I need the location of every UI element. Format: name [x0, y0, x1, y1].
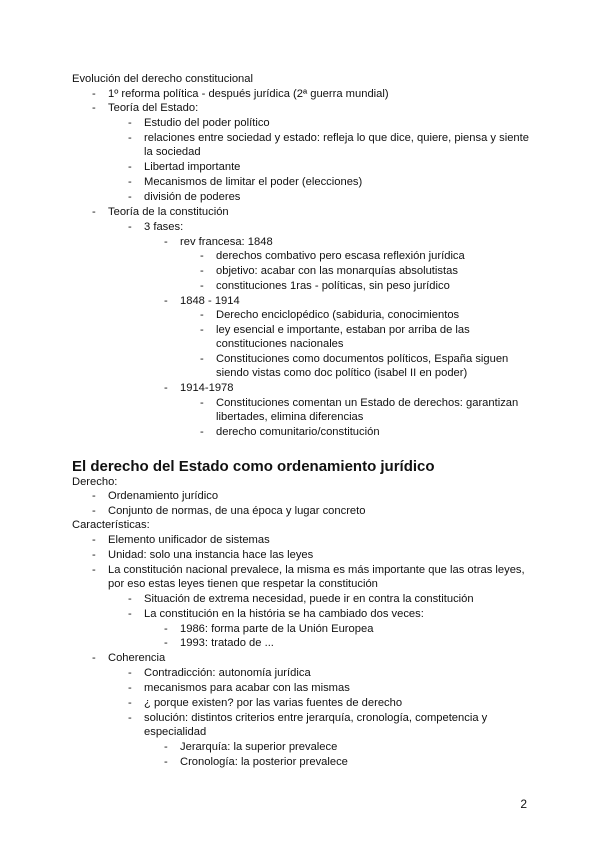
subsection-label: Derecho:: [72, 476, 118, 488]
bullet-dash: -: [92, 549, 96, 561]
list-item: Mecanismos de limitar el poder (elecciones): [144, 176, 363, 188]
list-item: Constituciones como documentos políticos, España siguen: [216, 353, 509, 365]
list-item-continuation: libertades, elimina diferencias: [216, 411, 364, 423]
list-item: Constituciones comentan un Estado de derechos: garantizan: [216, 397, 519, 409]
list-item: Conjunto de normas, de una época y lugar concreto: [108, 505, 366, 517]
bullet-dash: -: [164, 236, 168, 248]
bullet-dash: -: [128, 697, 132, 709]
list-item: Teoría de la constitución: [108, 206, 229, 218]
bullet-dash: -: [164, 623, 168, 635]
list-item: rev francesa: 1848: [180, 236, 273, 248]
list-item: 1993: tratado de ...: [180, 637, 274, 649]
list-item: constituciones 1ras - políticas, sin peso jurídico: [216, 280, 450, 292]
list-item: 3 fases:: [144, 221, 184, 233]
list-item: Derecho enciclopédico (sabiduria, conocimientos: [216, 309, 460, 321]
list-item: Ordenamiento jurídico: [108, 490, 219, 502]
list-item: La constitución en la história se ha cambiado dos veces:: [144, 608, 424, 620]
list-item: Teoría del Estado:: [108, 102, 199, 114]
bullet-dash: -: [128, 191, 132, 203]
list-item: Libertad importante: [144, 161, 241, 173]
list-item: división de poderes: [144, 191, 241, 203]
list-item: objetivo: acabar con las monarquías absolutistas: [216, 265, 458, 277]
bullet-dash: -: [200, 280, 204, 292]
list-item: 1848 - 1914: [180, 295, 240, 307]
bullet-dash: -: [92, 102, 96, 114]
list-item: solución: distintos criterios entre jerarquía, cronología, competencia y: [144, 712, 488, 724]
list-item: derecho comunitario/constitución: [216, 426, 380, 438]
bullet-dash: -: [200, 397, 204, 409]
bullet-dash: -: [128, 608, 132, 620]
list-item: Coherencia: [108, 652, 166, 664]
bullet-dash: -: [128, 667, 132, 679]
list-item: Situación de extrema necesidad, puede ir en contra la constitución: [144, 593, 474, 605]
list-item: mecanismos para acabar con las mismas: [144, 682, 350, 694]
bullet-dash: -: [164, 756, 168, 768]
list-item-continuation: siendo vistas como doc político (isabel II en poder): [216, 367, 468, 379]
bullet-dash: -: [128, 712, 132, 724]
section-heading: El derecho del Estado como ordenamiento jurídico: [72, 458, 435, 475]
bullet-dash: -: [128, 117, 132, 129]
bullet-dash: -: [128, 593, 132, 605]
bullet-dash: -: [92, 206, 96, 218]
list-item: 1º reforma política - después jurídica (2ª guerra mundial): [108, 88, 389, 100]
bullet-dash: -: [200, 426, 204, 438]
list-item: Elemento unificador de sistemas: [108, 534, 270, 546]
list-item: Jerarquía: la superior prevalece: [180, 741, 338, 753]
list-item: ¿ porque existen? por las varias fuentes de derecho: [144, 697, 403, 709]
list-item-continuation: constituciones nacionales: [216, 338, 344, 350]
list-item: Contradicción: autonomía jurídica: [144, 667, 311, 679]
bullet-dash: -: [164, 382, 168, 394]
section-title: Evolución del derecho constitucional: [72, 73, 253, 85]
bullet-dash: -: [128, 682, 132, 694]
list-item: 1914-1978: [180, 382, 234, 394]
subsection-label: Características:: [72, 519, 150, 531]
list-item: Estudio del poder político: [144, 117, 270, 129]
bullet-dash: -: [92, 564, 96, 576]
list-item: Unidad: solo una instancia hace las leyes: [108, 549, 314, 561]
list-item: La constitución nacional prevalece, la misma es más importante que las otras leyes,: [108, 564, 525, 576]
list-item: 1986: forma parte de la Unión Europea: [180, 623, 374, 635]
bullet-dash: -: [164, 295, 168, 307]
bullet-dash: -: [200, 324, 204, 336]
bullet-dash: -: [200, 265, 204, 277]
list-item-continuation: por eso estas leyes tienen que respetar la constitución: [108, 578, 378, 590]
bullet-dash: -: [200, 250, 204, 262]
page-number: 2: [520, 797, 527, 811]
list-item: Cronología: la posterior prevalece: [180, 756, 348, 768]
bullet-dash: -: [200, 309, 204, 321]
bullet-dash: -: [92, 505, 96, 517]
bullet-dash: -: [92, 490, 96, 502]
list-item: relaciones entre sociedad y estado: refleja lo que dice, quiere, piensa y siente: [144, 132, 529, 144]
bullet-dash: -: [164, 741, 168, 753]
bullet-dash: -: [92, 88, 96, 100]
bullet-dash: -: [128, 176, 132, 188]
bullet-dash: -: [92, 652, 96, 664]
bullet-dash: -: [128, 221, 132, 233]
bullet-dash: -: [128, 161, 132, 173]
list-item-continuation: la sociedad: [144, 146, 201, 158]
bullet-dash: -: [128, 132, 132, 144]
bullet-dash: -: [92, 534, 96, 546]
list-item: derechos combativo pero escasa reflexión jurídica: [216, 250, 465, 262]
list-item-continuation: especialidad: [144, 726, 207, 738]
bullet-dash: -: [164, 637, 168, 649]
bullet-dash: -: [200, 353, 204, 365]
list-item: ley esencial e importante, estaban por arriba de las: [216, 324, 470, 336]
